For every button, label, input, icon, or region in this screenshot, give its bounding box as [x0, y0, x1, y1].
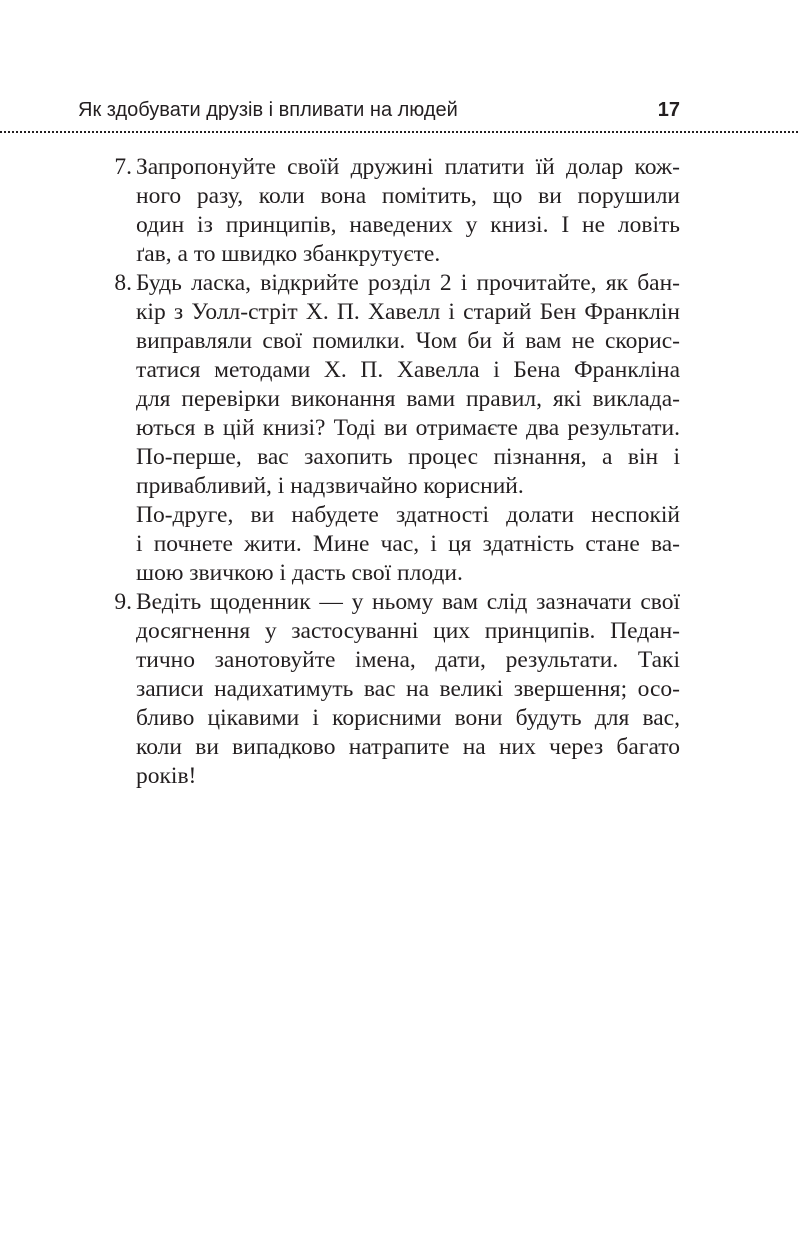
- text-line: ного разу, коли вона помітить, що ви порушили: [136, 183, 680, 209]
- text-line: досягнення у застосуванні цих принципів. Педан-: [136, 618, 680, 644]
- text-line: один із принципів, наведених у книзі. І не ловіть: [136, 212, 680, 238]
- item-text: [136, 269, 680, 588]
- text-line: ґав, а то швидко збанкрутуєте.: [136, 241, 441, 267]
- text-line: Ведіть щоденник — у ньому вам слід зазначати свої: [136, 589, 680, 615]
- text-line: років!: [136, 763, 197, 789]
- text-line: кір з Уолл-стріт Х. П. Хавелл і старий Бен Франклін: [136, 299, 680, 325]
- item-number: 8.: [114, 270, 132, 296]
- tips-list: [100, 153, 680, 791]
- text-line: бливо цікавими і корисними вони будуть для вас,: [136, 705, 680, 731]
- book-title: Як здобувати друзів і впливати на людей: [78, 99, 458, 121]
- text-line: татися методами Х. П. Хавелла і Бена Франкліна: [136, 357, 680, 383]
- text-line: Будь ласка, відкрийте розділ 2 і прочитайте, як бан-: [136, 270, 680, 296]
- text-line: тично занотовуйте імена, дати, результати. Такі: [136, 647, 680, 673]
- text-line: записи надихатимуть вас на великі звершення; осо-: [136, 676, 680, 702]
- text-line: для перевірки виконання вами правил, які виклада-: [136, 386, 680, 412]
- text-line: Запропонуйте своїй дружині платити їй долар кож-: [136, 154, 680, 180]
- item-text: [136, 588, 680, 791]
- text-line: виправляли свої помилки. Чом би й вам не скорис-: [136, 328, 680, 354]
- text-line: шою звичкою і дасть свої плоди.: [136, 560, 463, 586]
- running-head: [78, 99, 680, 129]
- list-item-8: [100, 269, 680, 588]
- text-line: і почнете жити. Мине час, і ця здатність стане ва-: [136, 531, 680, 557]
- text-line: коли ви випадково натрапите на них через багато: [136, 734, 680, 760]
- page-number: 17: [657, 99, 680, 121]
- text-line: По-друге, ви набудете здатності долати неспокій: [136, 502, 680, 528]
- text-line: По-перше, вас захопить процес пізнання, а він і: [136, 444, 680, 470]
- item-text: [136, 153, 680, 269]
- item-number: 7.: [114, 154, 132, 180]
- text-line: привабливий, і надзвичайно корисний.: [136, 473, 524, 499]
- list-item-9: [100, 588, 680, 791]
- list-item-7: [100, 153, 680, 269]
- item-number: 9.: [114, 589, 132, 615]
- header-divider: [0, 131, 798, 133]
- text-line: ються в цій книзі? Тоді ви отримаєте два результати.: [136, 415, 680, 441]
